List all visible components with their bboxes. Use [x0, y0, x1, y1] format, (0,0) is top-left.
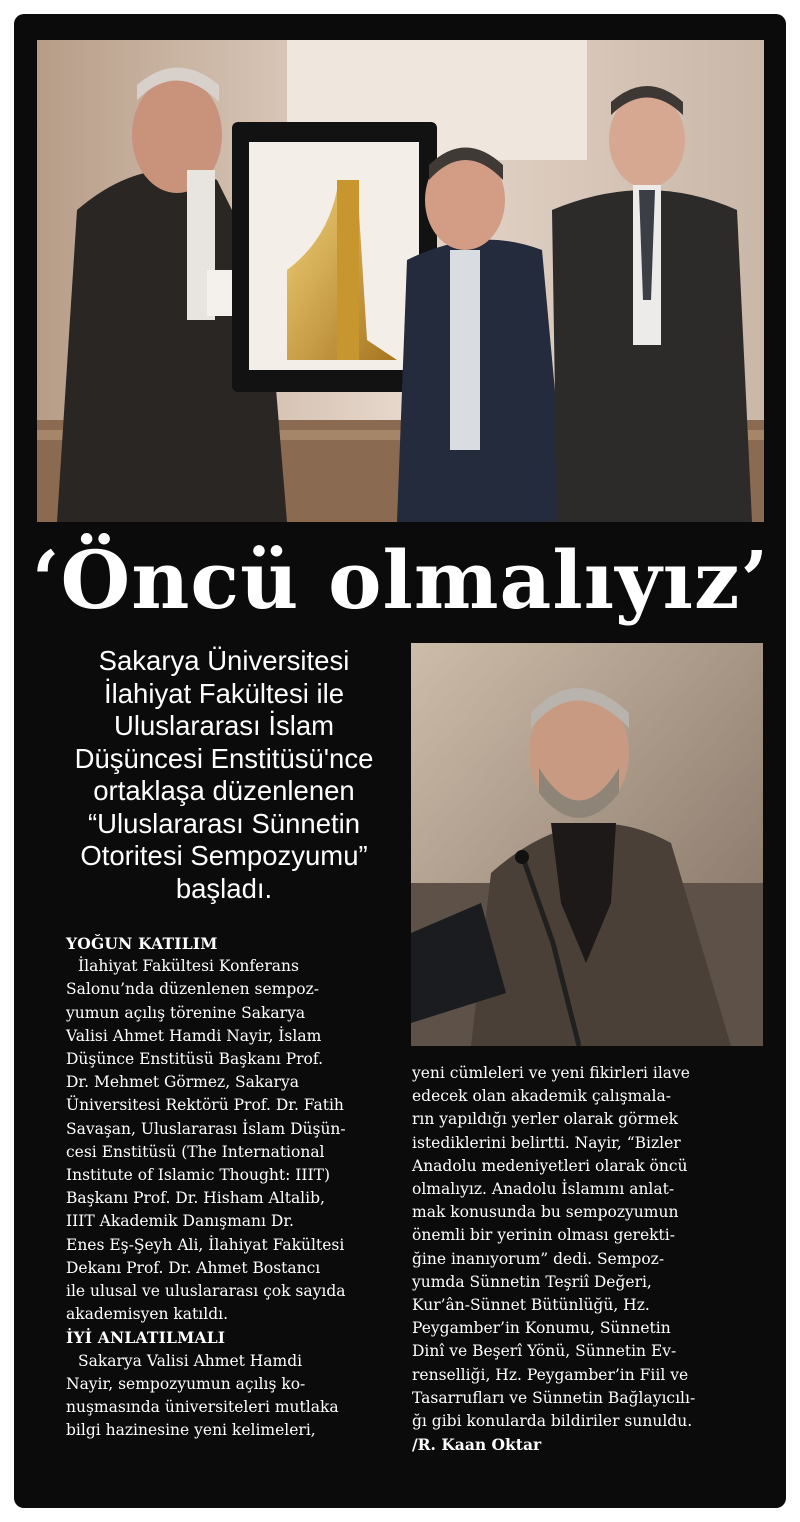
lead-line: “Uluslararası Sünnetin: [87, 807, 361, 839]
body-line: Tasarrufları ve Sünnetin Bağlayıcılı-: [412, 1388, 696, 1407]
body-line: Başkanı Prof. Dr. Hisham Altalib,: [66, 1189, 325, 1208]
subheading: YOĞUN KATILIM: [66, 934, 218, 953]
headline: ‘Öncü olmalıyız’: [31, 533, 770, 627]
body-line: Nayir, sempozyumun açılış ko-: [66, 1374, 306, 1393]
body-line: Kur’ân-Sünnet Bütünlüğü, Hz.: [412, 1296, 650, 1315]
ceremony-photo-icon: [37, 40, 764, 522]
body-line: yeni cümleleri ve yeni fikirleri ilave: [412, 1064, 690, 1082]
lead-line: Otoritesi Sempozyumu”: [80, 840, 368, 871]
body-line: IIIT Akademik Danışmanı Dr.: [66, 1212, 294, 1231]
body-column-left: [66, 932, 366, 1442]
body-line: ile ulusal ve uluslararası çok sayıda: [66, 1282, 346, 1301]
body-line: cesi Enstitüsü (The International: [66, 1142, 325, 1161]
body-line: edecek olan akademik çalışmala-: [412, 1087, 671, 1106]
body-line: Dinî ve Beşerî Yönü, Sünnetin Ev-: [412, 1342, 677, 1361]
body-line: yumun açılış törenine Sakarya: [66, 1003, 306, 1022]
body-line: istediklerini belirtti. Nayir, “Bizler: [412, 1133, 681, 1152]
body-line: olmalıyız. Anadolu İslamını anlat-: [412, 1180, 675, 1199]
body-line: Savaşan, Uluslararası İslam Düşün-: [66, 1119, 346, 1138]
body-line: Valisi Ahmet Hamdi Nayir, İslam: [66, 1026, 322, 1045]
body-line: Enes Eş-Şeyh Ali, İlahiyat Fakültesi: [66, 1235, 345, 1254]
lead-line: Düşüncesi Enstitüsü'nce: [74, 742, 374, 774]
body-line: İlahiyat Fakültesi Konferans: [78, 957, 299, 976]
body-line: ğine inanıyorum” dedi. Sempoz-: [412, 1249, 665, 1268]
body-line: bilgi hazinesine yeni kelimeleri,: [66, 1421, 316, 1440]
body-line: akademisyen katıldı.: [66, 1305, 229, 1324]
body-line: renselliği, Hz. Peygamber’in Fiil ve: [412, 1365, 689, 1384]
body-line: ğı gibi konularda bildiriler sunuldu.: [412, 1412, 693, 1431]
lead-line: ortaklaşa düzenlenen: [93, 775, 355, 806]
lead-line: Sakarya Üniversitesi: [98, 645, 350, 676]
body-line: önemli bir yerinin olması gerekti-: [412, 1226, 675, 1245]
body-line: Sakarya Valisi Ahmet Hamdi: [78, 1351, 303, 1370]
body-line: rın yapıldığı yerler olarak görmek: [412, 1110, 679, 1129]
subheading: İYİ ANLATILMALI: [66, 1328, 226, 1348]
body-line: Anadolu medeniyetleri olarak öncü: [412, 1156, 688, 1175]
body-line: yumda Sünnetin Teşriî Değeri,: [412, 1272, 652, 1291]
lead-line: başladı.: [175, 872, 273, 904]
lead-line: İlahiyat Fakültesi ile: [104, 677, 344, 709]
body-line: Dr. Mehmet Görmez, Sakarya: [66, 1073, 299, 1092]
lead-paragraph: [44, 645, 404, 905]
body-column-right: [412, 1062, 767, 1456]
body-line: Salonu’nda düzenlenen sempoz-: [66, 980, 320, 999]
body-line: Dekanı Prof. Dr. Ahmet Bostancı: [66, 1258, 321, 1277]
body-line: nuşmasında üniversiteleri mutlaka: [66, 1398, 339, 1417]
byline: /R. Kaan Oktar: [412, 1435, 542, 1455]
body-line: Peygamber’in Konumu, Sünnetin: [412, 1319, 671, 1338]
speaker-photo-icon: [411, 643, 763, 1046]
lead-line: Uluslararası İslam: [113, 710, 335, 741]
body-line: Institute of Islamic Thought: IIIT): [66, 1166, 330, 1185]
body-line: mak konusunda bu sempozyumun: [412, 1203, 679, 1222]
body-line: Düşünce Enstitüsü Başkanı Prof.: [66, 1050, 323, 1069]
body-line: Üniversitesi Rektörü Prof. Dr. Fatih: [66, 1096, 344, 1115]
